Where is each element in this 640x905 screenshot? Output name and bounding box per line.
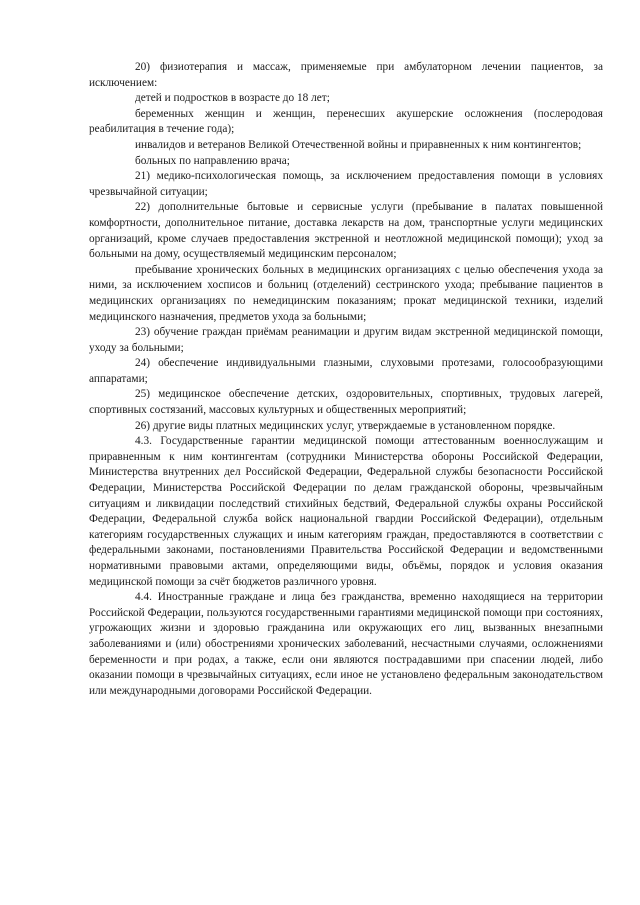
document-page [89, 60, 603, 699]
paragraph-item-21: 21) медико-психологическая помощь, за исключением предоставления помощи в условиях чрезвычайной ситуации; [89, 170, 603, 198]
paragraph-section-4-4: 4.4. Иностранные граждане и лица без гражданства, временно находящиеся на территории Российской Федерации, пользуются государственными гарантиями медицинской помощи при состояниях, угрожающих жизни и здоровью гражданина или окружающих его лиц, вызванных внезапными заболеваниями и (или) обострениями хронических заболеваний, несчастными случаями, осложнениями беременности и при родах, а также, если они являются пострадавшими при спасении людей, либо оказании помощи в чрезвычайных ситуациях, если иное не установлено федеральным законодательством или международными договорами Российской Федерации. [89, 591, 603, 697]
paragraph-children: детей и подростков в возрасте до 18 лет; [135, 92, 330, 105]
paragraph-referral: больных по направлению врача; [135, 154, 290, 167]
paragraph-item-20: 20) физиотерапия и массаж, применяемые при амбулаторном лечении пациентов, за исключением: [89, 61, 603, 89]
paragraph-section-4-3: 4.3. Государственные гарантии медицинской помощи аттестованным военнослужащим и приравненным к ним контингентам (сотрудники Министерства обороны Российской Федерации, Министерства внутренних дел Российской Федерации, Федеральной службы безопасности Российской Федерации, Министерства Российской Федерации по делам гражданской обороны, чрезвычайным ситуациям и ликвидации последствий стихийных бедствий, Федеральной службы охраны Российской Федерации, Федеральной служба войск национальной гвардии Российской Федерации), отдельным категориям государственных служащих и иным категориям граждан, предоставляются в соответствии с федеральными законами, постановлениями Правительства Российской Федерации и ведомственными нормативными правовыми актами, определяющими виды, объёмы, порядок и условия оказания медицинской помощи за счёт бюджетов различного уровня. [89, 435, 603, 588]
paragraph-chronic-stay: пребывание хронических больных в медицинских организациях с целью обеспечения ухода за ними, за исключением хосписов и больниц (отделений) сестринского ухода; пребывание пациентов в медицинских организациях по немедицинским показаниям; прокат медицинской техники, изделий медицинского назначения, предметов ухода за больными; [89, 263, 603, 323]
paragraph-item-24: 24) обеспечение индивидуальными глазными, слуховыми протезами, голосообразующими аппаратами; [89, 357, 603, 385]
paragraph-item-23: 23) обучение граждан приёмам реанимации и другим видам экстренной медицинской помощи, уходу за больными; [89, 326, 603, 354]
paragraph-pregnant: беременных женщин и женщин, перенесших акушерские осложнения (послеродовая реабилитация в течение года); [89, 107, 603, 136]
paragraph-item-25: 25) медицинское обеспечение детских, оздоровительных, спортивных, трудовых лагерей, спортивных состязаний, массовых культурных и общественных мероприятий; [89, 388, 603, 417]
paragraph-item-22: 22) дополнительные бытовые и сервисные услуги (пребывание в палатах повышенной комфортности, дополнительное питание, доставка лекарств на дом, транспортные услуги медицинских организаций, кроме случаев предоставления экстренной и неотложной медицинской помощи); уход за больными на дому, осуществляемый медицинским персоналом; [89, 201, 603, 261]
paragraph-item-26: 26) другие виды платных медицинских услуг, утверждаемые в установленном порядке. [135, 419, 556, 432]
paragraph-veterans: инвалидов и ветеранов Великой Отечественной войны и приравненных к ним контингентов; [135, 138, 582, 151]
